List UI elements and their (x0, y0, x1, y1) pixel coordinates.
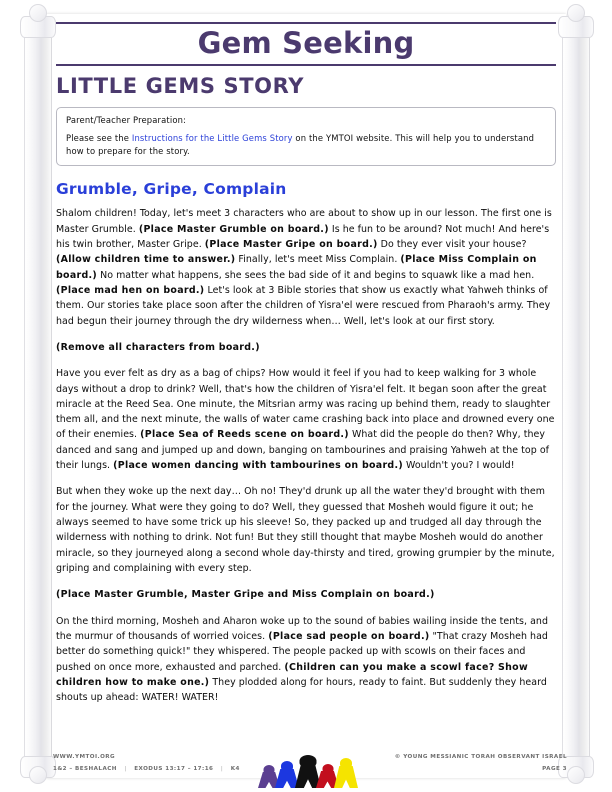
section-title: LITTLE GEMS STORY (56, 74, 305, 99)
story-paragraph (56, 366, 556, 473)
scroll-cap-top-left (29, 4, 47, 22)
footer-left-block (53, 752, 240, 775)
story-text: What did the people do then? Why, they danced and sang and jumped up and down, banging on tambourines and praising Yahweh at the top of their lungs. (56, 429, 550, 472)
prep-heading: Parent/Teacher Preparation: (66, 115, 187, 126)
stage-cue: (Place Master Gripe on board.) (204, 239, 378, 251)
footer-website[interactable]: WWW.YMTOI.ORG (53, 754, 116, 760)
logo-figure-5 (334, 758, 358, 788)
stage-cue: (Allow children time to answer.) (56, 254, 236, 266)
story-body (56, 206, 556, 705)
stage-cue: (Remove all characters from board.) (56, 341, 260, 353)
story-text: But when they woke up the next day… Oh no! They'd drunk up all the water they'd brought with them for the journey. What were they going to do? Well, they guessed that Mosheh would figure it out; he always seemed to have some trick up his sleeve! So, they packed up and trudged all day through the wilderness with nothing to drink. Not fun! But they still thought that maybe Mosheh would do another miracle, so they journeyed along a second whole day-thirsty and tired, growing grumpier by the minute, griping and complaining with every step. (56, 486, 555, 574)
story-paragraph (56, 484, 556, 576)
footer-copyright: © YOUNG MESSIANIC TORAH OBSERVANT ISRAEL (394, 754, 567, 760)
stage-cue: (Place Miss Complain on board.) (56, 254, 537, 281)
stage-direction-paragraph (56, 340, 556, 355)
story-text: Do they ever visit your house? (377, 239, 527, 251)
page-content (56, 22, 556, 716)
footer-reference-line (53, 764, 240, 776)
stage-cue: (Place Master Grumble, Master Gripe and Miss Complain on board.) (56, 589, 435, 601)
prep-text-after-link: on the YMTOI website. This will help you to understand how to prepare for the story. (66, 133, 535, 157)
ymtoi-logo (258, 750, 362, 788)
story-text: Shalom children! Today, let's meet 3 characters who are about to show up in our lesson. The first one is Master Grumble. (56, 208, 552, 235)
parent-teacher-preparation-box (56, 107, 556, 166)
page-title: Gem Seeking (197, 26, 415, 60)
scroll-rod-right (562, 18, 590, 762)
story-text: On the third morning, Mosheh and Aharon woke up to the sound of babies wailing inside the tents, and the murmur of thousands of worried voices. (56, 615, 549, 642)
story-text: They plodded along for hours, ready to faint. But suddenly they heard shouts up ahead: WATER! WATER! (56, 676, 547, 704)
stage-direction-paragraph (56, 587, 556, 602)
stage-cue: (Place women dancing with tambourines on board.) (113, 460, 403, 472)
footer-code: K4 (230, 765, 240, 772)
stage-cue: (Place sad people on board.) (268, 630, 430, 642)
story-text: Have you ever felt as dry as a bag of chips? How would it feel if you had to keep walking for 3 whole days without a drop to drink? Well, that's how the children of Yisra'el felt. It began soon after the great miracle at the Reed Sea. One minute, the Mitsrian army was racing up behind them, ready to slaughter them all, and the next minute, the walls of water came crashing back into place and drowned every one of their enemies. (56, 368, 555, 441)
footer-separator-1: | (124, 765, 127, 772)
footer-scripture: EXODUS 13:17 – 17:16 (134, 765, 214, 772)
footer-page-number: PAGE 3 (542, 765, 567, 772)
story-text: "That crazy Mosheh had better do something quick!" they whispered. The people packed up with scowls on their faces and pushed on once more, exhausted and parched. (56, 630, 548, 673)
stage-cue: (Children can you make a scowl face? Show children how to make one.) (56, 661, 528, 688)
stage-cue: (Place mad hen on board.) (56, 284, 205, 296)
title-rule-bottom (56, 64, 556, 66)
logo-figure-body-icon (334, 766, 358, 788)
story-text: Let's look at 3 Bible stories that show us exactly what Yahweh thinks of them. Our stories take place soon after the children of Yisra'el were rescued from Pharaoh's army. They had begun their journey through the dry wilderness when… Well, let's look at our first story. (56, 284, 551, 327)
scroll-rod-left (24, 18, 52, 762)
story-paragraph (56, 206, 556, 329)
story-text: Is he fun to be around? Not much! And here's his twin brother, Master Gripe. (56, 223, 550, 251)
page-footer (0, 748, 612, 792)
scroll-cap-top-right (567, 4, 585, 22)
story-text: Finally, let's meet Miss Complain. (235, 254, 401, 266)
stage-cue: (Place Master Grumble on board.) (138, 223, 329, 235)
prep-text-before-link: Please see the (66, 133, 132, 144)
footer-lesson: 1&2 – BESHALACH (53, 765, 117, 772)
prep-instructions (66, 132, 546, 158)
footer-separator-2: | (220, 765, 224, 772)
story-text: Wouldn't you? I would! (402, 460, 515, 472)
story-text: No matter what happens, she sees the bad side of it and begins to squawk like a mad hen. (97, 269, 535, 281)
story-paragraph (56, 614, 556, 706)
story-heading: Grumble, Gripe, Complain (56, 180, 287, 199)
footer-right-block (395, 752, 567, 775)
stage-cue: (Place Sea of Reeds scene on board.) (140, 429, 349, 441)
little-gems-story-instructions-link[interactable]: Instructions for the Little Gems Story (131, 133, 293, 144)
